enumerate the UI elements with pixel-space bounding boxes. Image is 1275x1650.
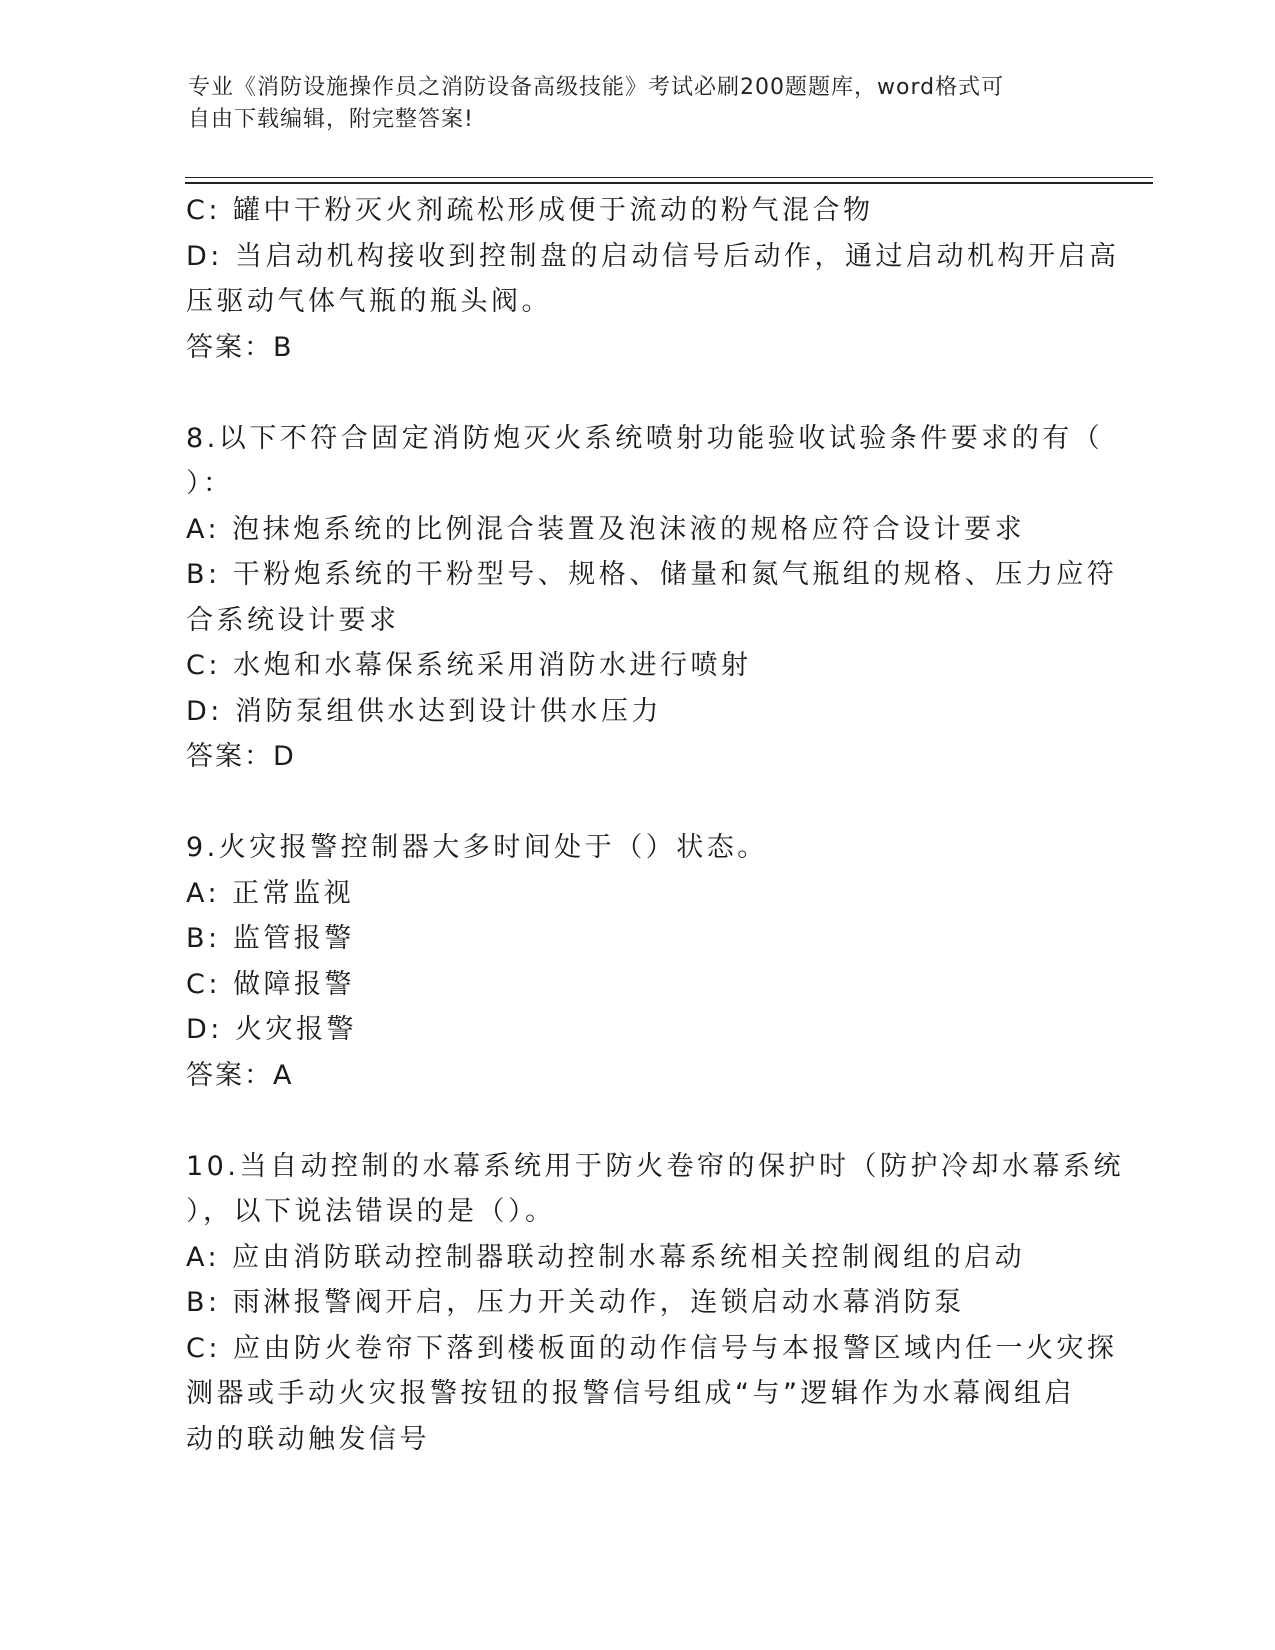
q7-option-d-line-2: 压驱动气体气瓶的瓶头阀。 xyxy=(186,286,552,317)
spacer xyxy=(186,1098,1086,1144)
q10-option-a: A: 应由消防联动控制器联动控制水幕系统相关控制阀组的启动 xyxy=(186,1241,1026,1273)
question-9 xyxy=(186,825,1086,1098)
q7-option-c: C: 罐中干粉灭火剂疏松形成便于流动的粉气混合物 xyxy=(186,195,874,226)
question-7-fragment xyxy=(186,188,1120,370)
spacer xyxy=(186,370,1086,416)
q10-option-c-line-3: 动的联动触发信号 xyxy=(186,1423,430,1455)
page-header xyxy=(188,72,1088,136)
q10-option-b: B: 雨淋报警阀开启，压力开关动作，连锁启动水幕消防泵 xyxy=(186,1287,965,1318)
q9-option-c: C: 做障报警 xyxy=(186,968,356,1000)
q8-option-b-line-2: 合系统设计要求 xyxy=(186,604,400,636)
header-divider-thick xyxy=(185,182,1153,184)
q8-option-a: A: 泡抹炮系统的比例混合装置及泡沫液的规格应符合设计要求 xyxy=(186,513,1026,545)
q9-option-a: A: 正常监视 xyxy=(186,877,355,909)
q8-answer: 答案：D xyxy=(186,741,296,772)
q10-stem-line-2: ），以下说法错误的是（）。 xyxy=(186,1196,556,1227)
q8-stem-line-2: ）： xyxy=(186,468,234,499)
q7-answer: 答案：B xyxy=(186,331,294,363)
header-line-2: 自由下载编辑，附完整答案! xyxy=(188,107,474,132)
q10-option-c-line-1: C: 应由防火卷帘下落到楼板面的动作信号与本报警区域内任一火灾探 xyxy=(186,1332,1118,1364)
question-10 xyxy=(186,1144,1124,1463)
q10-option-c-line-2: 测器或手动火灾报警按钮的报警信号组成“与”逻辑作为水幕阀组启 xyxy=(186,1378,1075,1409)
q10-stem-line-1: 10.当自动控制的水幕系统用于防火卷帘的保护时（防护冷却水幕系统 xyxy=(186,1150,1124,1182)
spacer xyxy=(186,780,1086,826)
q7-option-d-line-1: D: 当启动机构接收到控制盘的启动信号后动作，通过启动机构开启高 xyxy=(186,240,1120,272)
q8-option-b-line-1: B: 干粉炮系统的干粉型号、规格、储量和氮气瓶组的规格、压力应符 xyxy=(186,559,1118,590)
q8-option-c: C: 水炮和水幕保系统采用消防水进行喷射 xyxy=(186,650,752,681)
document-body xyxy=(186,188,1124,1462)
header-divider-thin xyxy=(185,177,1153,178)
q9-option-b: B: 监管报警 xyxy=(186,923,355,954)
q9-option-d: D: 火灾报警 xyxy=(186,1014,357,1045)
question-8 xyxy=(186,416,1118,780)
header-line-1: 专业《消防设施操作员之消防设备高级技能》考试必刷200题题库，word格式可 xyxy=(188,75,1005,100)
q9-stem: 9.火灾报警控制器大多时间处于（）状态。 xyxy=(186,832,768,863)
q8-stem-line-1: 8.以下不符合固定消防炮灭火系统喷射功能验收试验条件要求的有（ xyxy=(186,422,1104,454)
q8-option-d: D: 消防泵组供水达到设计供水压力 xyxy=(186,695,662,727)
q9-answer: 答案：A xyxy=(186,1059,294,1091)
